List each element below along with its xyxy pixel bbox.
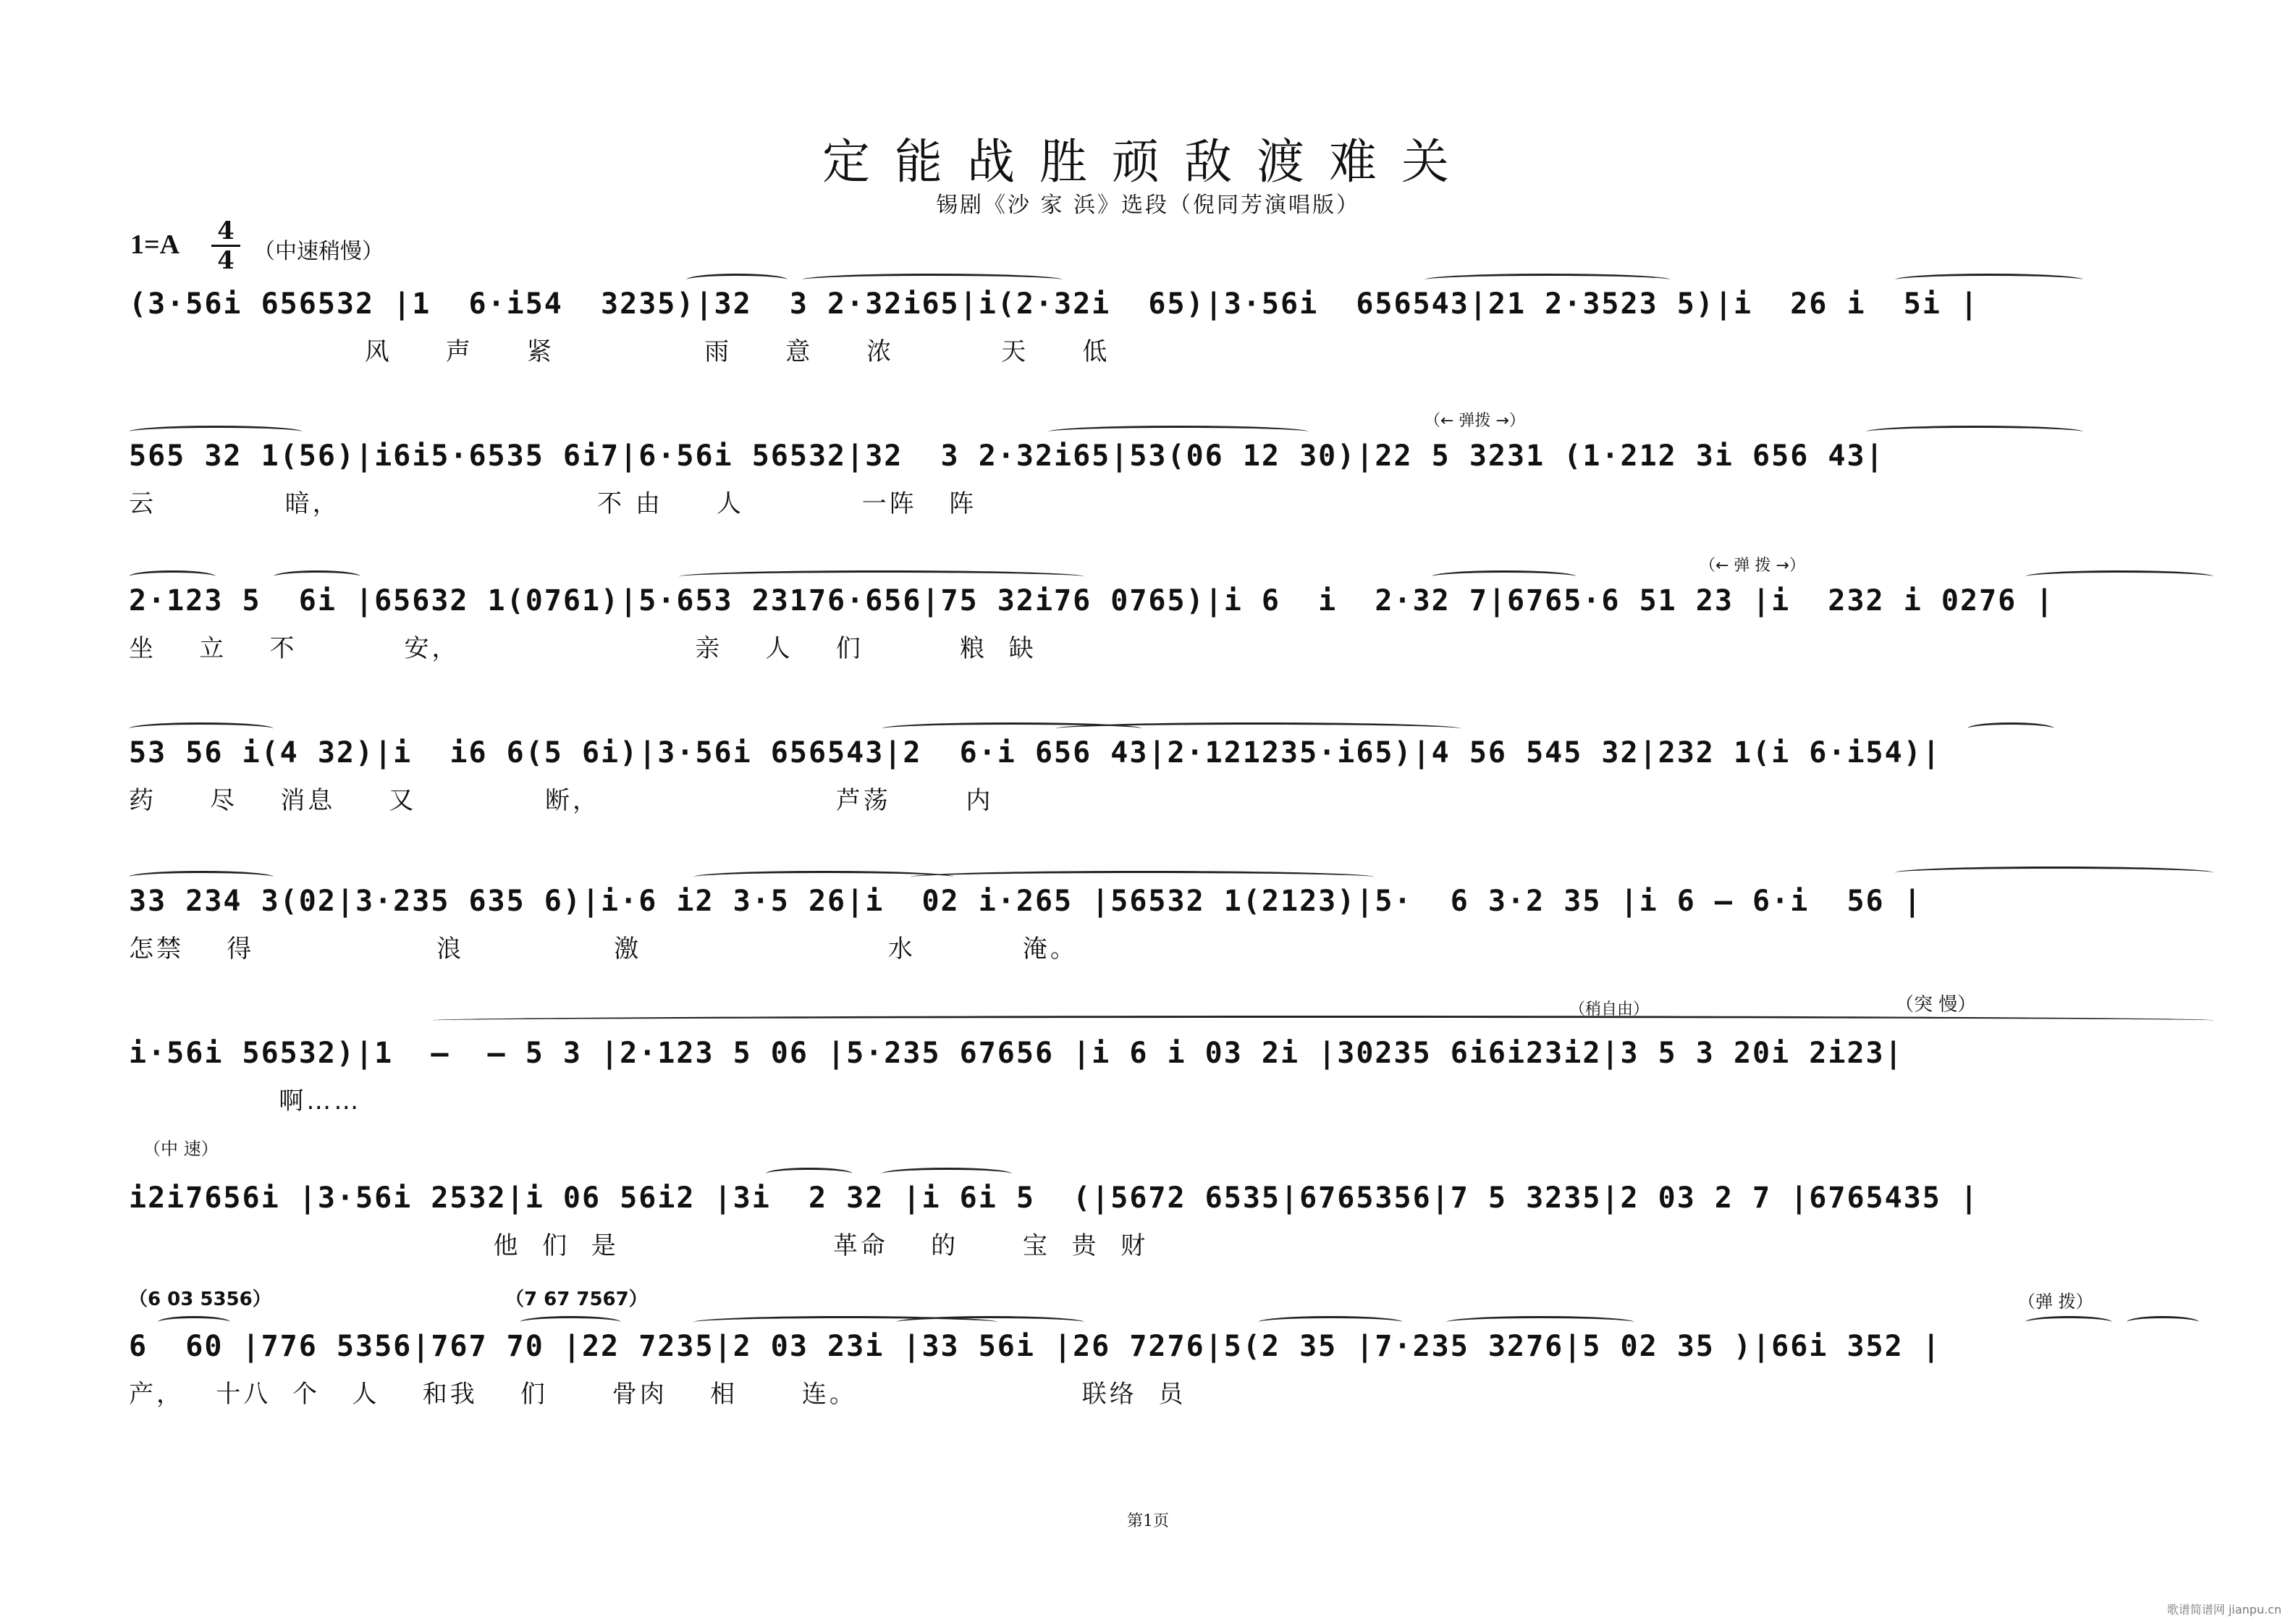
pluck-marking: （弹 拨） — [2018, 1291, 2093, 1312]
slur — [1895, 274, 2083, 286]
slur — [2025, 570, 2213, 583]
tempo-free-marking: （稍自由） — [1569, 1000, 1650, 1019]
time-signature — [211, 216, 240, 275]
slur — [129, 426, 303, 438]
slur — [679, 570, 1084, 583]
pluck-marking: （← 弹 拨 →） — [1700, 557, 1805, 575]
slur — [129, 722, 274, 735]
time-bottom: 4 — [217, 246, 235, 275]
tempo-marking: （中速稍慢） — [253, 239, 384, 264]
lyrics-line: 云 暗， 不 由 人 一阵 阵 — [129, 489, 977, 518]
lyrics-line: 产， 十八 个 人 和我 们 骨肉 相 连。 联络 员 — [129, 1380, 1186, 1409]
slur — [686, 274, 788, 286]
pluck-marking: （← 弹拨 →） — [1425, 412, 1525, 430]
slur — [2127, 1316, 2199, 1328]
slur — [1258, 1316, 1403, 1328]
lyrics-line: 啊…… — [129, 1087, 362, 1116]
slur — [1895, 867, 2213, 879]
notes-line: i2i7656i |3·56i 2532|i 06 56i2 |3i 2 32 |i 6i 5 (|5672 6535|6765356|7 5 3235|2 03 2 7 |6765435 | — [129, 1181, 1980, 1215]
slur — [129, 570, 216, 583]
key-signature: 1=A — [130, 229, 180, 260]
slur — [802, 274, 1063, 286]
notes-line: (3·56i 656532 |1 6·i54 3235)|32 3 2·32i65|i(2·32i 65)|3·56i 656543|21 2·3523 5)|i 26 i 5i | — [129, 287, 1980, 321]
ossia-line-1: （6 03 5356） — [129, 1289, 271, 1310]
page-title: 定能战胜顽敌渡难关 — [822, 134, 1474, 190]
lyrics-line: 药 尽 消息 又 断， 芦荡 内 — [129, 786, 994, 815]
slur — [882, 1168, 1012, 1180]
notes-line: i·56i 56532)|1 — — 5 3 |2·123 5 06 |5·235 67656 |i 6 i 03 2i |30235 6i6i23i2|3 5 3 20i 2i23| — [129, 1037, 1904, 1070]
lyrics-line: 坐 立 不 安， 亲 人 们 粮 缺 — [129, 634, 1037, 663]
slur — [766, 1168, 853, 1180]
slur — [896, 1316, 1084, 1328]
lyrics-line: 怎禁 得 浪 激 水 淹。 — [129, 935, 1078, 964]
slur — [520, 1316, 621, 1328]
notes-line: 2·123 5 6i |65632 1(0761)|5·653 23176·656|75 32i76 0765)|i 6 i 2·32 7|6765·6 51 23 |i 232 i 0276 | — [129, 584, 2055, 617]
slur — [1866, 426, 2083, 438]
slur — [911, 871, 1374, 883]
notes-line: 565 32 1(56)|i6i5·6535 6i7|6·56i 56532|32 3 2·32i65|53(06 12 30)|22 5 3231 (1·212 3i 656 43| — [129, 439, 1885, 473]
slur — [1055, 722, 1461, 735]
tempo-slow-marking: （突 慢） — [1895, 994, 1977, 1016]
slur — [1425, 274, 1671, 286]
lyrics-line: 他 们 是 革命 的 宝 贵 财 — [129, 1231, 1149, 1260]
ossia-line-2: （7 67 7567） — [505, 1289, 648, 1310]
watermark: 歌谱简谱网 jianpu.cn — [2166, 1603, 2282, 1616]
lyrics-line: 风 声 紧 雨 意 浓 天 低 — [129, 337, 1110, 366]
notes-line: 33 234 3(02|3·235 635 6)|i·6 i2 3·5 26|i 02 i·265 |56532 1(2123)|5· 6 3·2 35 |i 6 — 6·i 56 | — [129, 885, 1923, 918]
slur — [274, 570, 360, 583]
slur — [1048, 426, 1309, 438]
slur — [433, 1016, 2213, 1025]
page-subtitle: 锡剧《沙 家 浜》选段（倪同芳演唱版） — [935, 193, 1361, 218]
slur — [2025, 1316, 2112, 1328]
tempo-medium-marking: （中 速） — [143, 1139, 219, 1159]
page-number: 第1页 — [1127, 1512, 1169, 1530]
slur — [1432, 570, 1577, 583]
slur — [1446, 1316, 1634, 1328]
time-top: 4 — [217, 216, 235, 245]
notes-line: 6 60 |776 5356|767 70 |22 7235|2 03 23i |33 56i |26 7276|5(2 35 |7·235 3276|5 02 35 )|66i 352 | — [129, 1330, 1941, 1363]
notes-line: 53 56 i(4 32)|i i6 6(5 6i)|3·56i 656543|2 6·i 656 43|2·121235·i65)|4 56 545 32|232 1(i 6·i54)| — [129, 736, 1941, 770]
slur — [158, 1316, 230, 1328]
slur — [129, 871, 274, 883]
slur — [1967, 722, 2054, 735]
